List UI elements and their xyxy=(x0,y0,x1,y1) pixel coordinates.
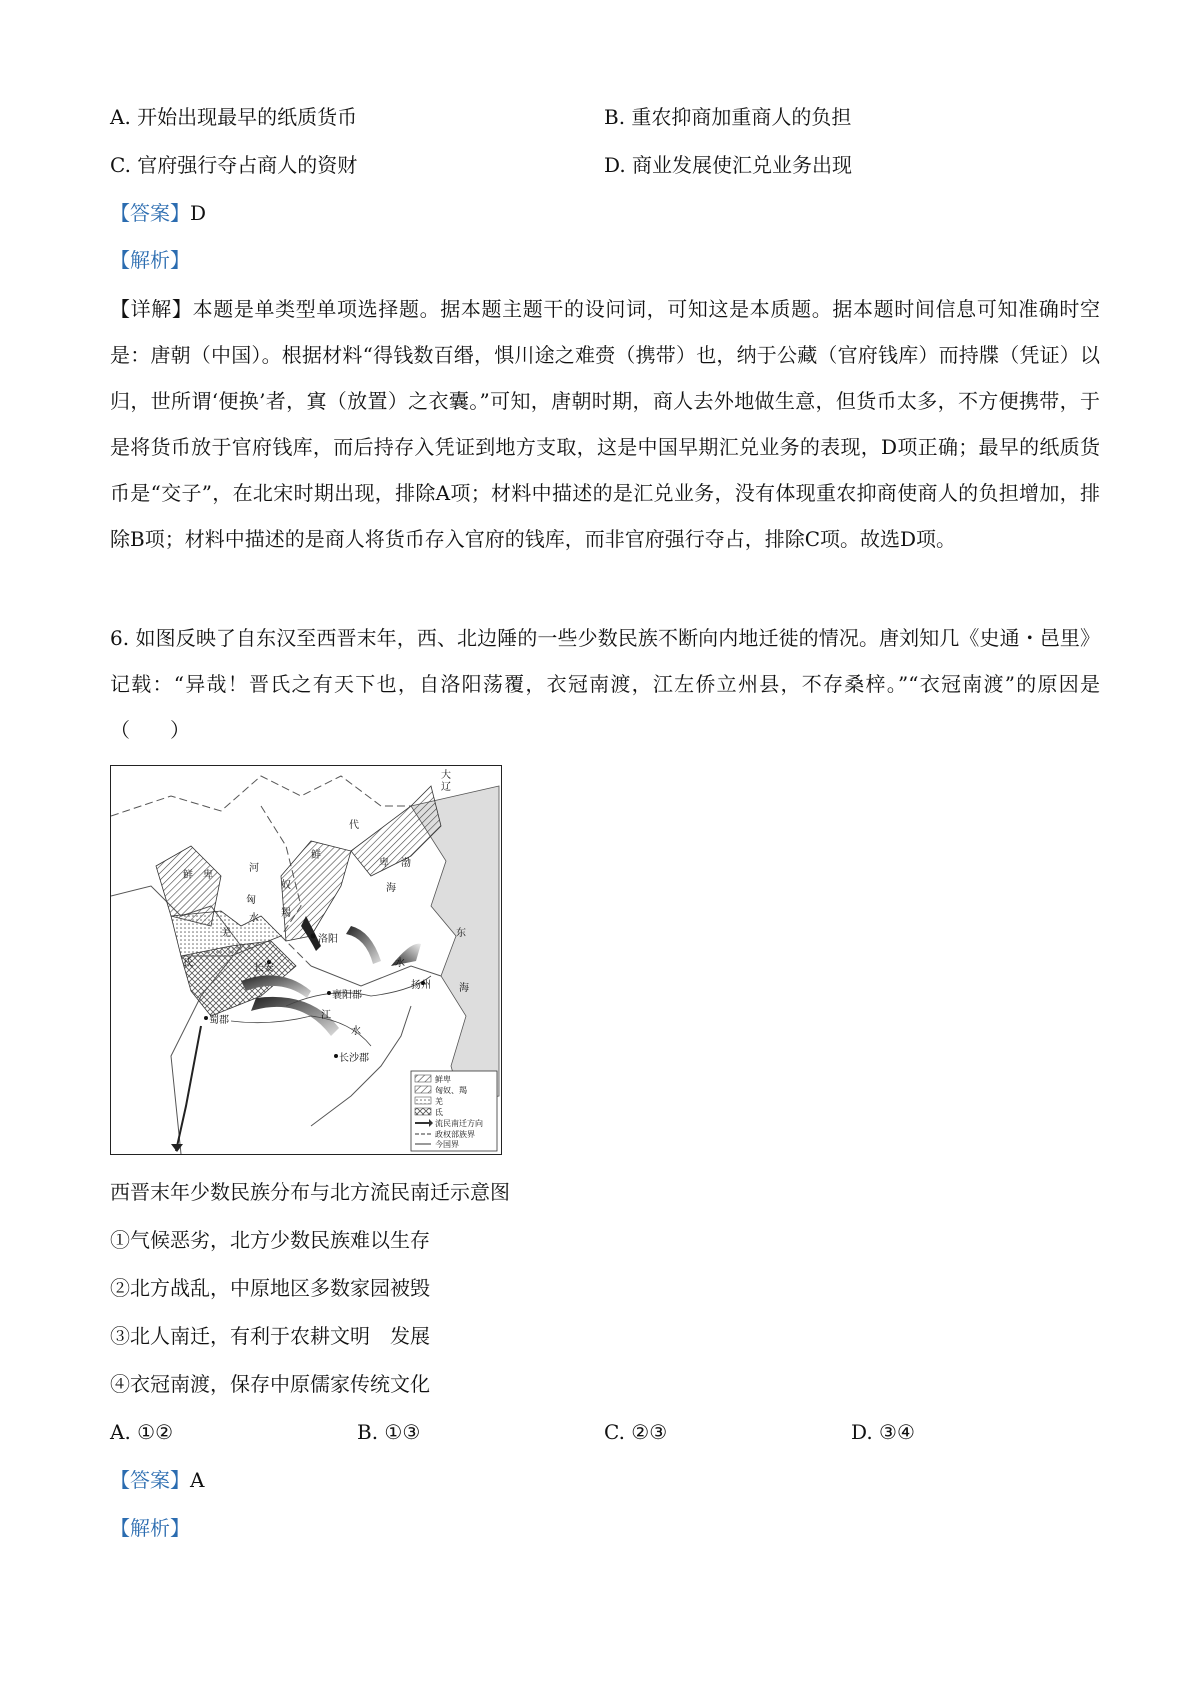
luoyang-dot xyxy=(311,934,316,939)
map-label-liao1: 大 xyxy=(441,770,451,781)
legend-item: 流民南迁方向 xyxy=(435,1119,483,1128)
map-label-di: 氐 xyxy=(183,958,193,969)
q6-analysis-tag xyxy=(110,1514,190,1542)
q6-answer xyxy=(110,1466,204,1494)
map-label-shujun: 蜀郡 xyxy=(209,1015,229,1026)
q5-answer xyxy=(110,199,206,227)
map-label-xianbei-n1: 鲜 xyxy=(311,850,321,861)
q6-item-4: ④衣冠南渡，保存中原儒家传统文化 xyxy=(110,1372,430,1396)
map-label-xianbei-w2: 卑 xyxy=(203,870,213,881)
legend-item: 政权部族界 xyxy=(435,1130,475,1139)
map-label-xianbei-w1: 鲜 xyxy=(183,870,193,881)
map-label-jiang: 江 xyxy=(321,1010,331,1021)
legend-item: 匈奴、羯 xyxy=(435,1086,467,1095)
q5-option-a: A. 开始出现最早的纸质货币 xyxy=(110,105,358,129)
map-caption: 西晋末年少数民族分布与北方流民南迁示意图 xyxy=(110,1180,510,1204)
map-label-bohai2: 海 xyxy=(386,883,396,894)
map-label-donghai1: 东 xyxy=(456,928,466,939)
map-label-changsha: 长沙郡 xyxy=(339,1053,369,1064)
q6-option-b: B. ①③ xyxy=(357,1420,421,1444)
legend-item: 今国界 xyxy=(435,1140,459,1149)
answer-value: A xyxy=(190,1468,205,1492)
q5-analysis-tag xyxy=(110,246,190,274)
map-legend xyxy=(411,1071,497,1151)
map-label-xiangyang: 襄阳郡 xyxy=(332,990,362,1001)
map-label-changan: 长安 xyxy=(254,963,274,974)
legend-item: 羌 xyxy=(435,1097,443,1106)
answer-tag: 【答案】 xyxy=(110,1468,190,1492)
detail-tag: 【详解】 xyxy=(110,297,193,321)
q5-option-b: B. 重农抑商加重商人的负担 xyxy=(604,105,852,129)
map-label-xiongnu1: 匈 xyxy=(246,895,256,906)
map-label-donghai2: 海 xyxy=(459,983,469,994)
q5-option-d: D. 商业发展使汇兑业务出现 xyxy=(604,153,853,177)
map-label-xianbei-n2: 卑 xyxy=(379,858,389,869)
q6-option-d: D. ③④ xyxy=(851,1420,915,1444)
q6-option-c: C. ②③ xyxy=(604,1420,668,1444)
q5-option-c: C. 官府强行夺占商人的资财 xyxy=(110,153,358,177)
map-label-shui2: 水 xyxy=(249,913,259,924)
map-label-liao2: 辽 xyxy=(441,782,451,793)
q6-item-1: ①气候恶劣，北方少数民族难以生存 xyxy=(110,1228,430,1252)
map-label-he: 河 xyxy=(249,863,259,874)
map-label-shui3: 水 xyxy=(395,958,405,969)
map-label-luoyang: 洛阳 xyxy=(318,934,338,945)
map-label-xiongnu2: 奴 xyxy=(281,880,291,891)
map-svg xyxy=(111,766,501,1154)
q5-detail xyxy=(110,286,1100,562)
detail-text: 本题是单类型单项选择题。据本题主题干的设问词，可知这是本质题。据本题时间信息可知准确时空是：唐朝（中国）。根据材料“得钱数百缗，惧川途之难赍（携带）也，纳于公藏（官府钱库）而持牒（凭证）以归，世所谓‘便换’者，寘（放置）之衣囊。”可知，唐朝时期，商人去外地做生意，但货币太多，不方便携带，于是将货币放于官府钱库，而后持存入凭证到地方支取，这是中国早期汇兑业务的表现，D项正确；最早的纸质货币是“交子”，在北宋时期出现，排除A项；材料中描述的是汇兑业务，没有体现重农抑商使商人的负担增加，排除B项；材料中描述的是商人将货币存入官府的钱库，而非官府强行夺占，排除C项。故选D项。 xyxy=(110,297,1101,551)
q6-item-3: ③北人南迁，有利于农耕文明 发展 xyxy=(110,1324,430,1348)
migration-map xyxy=(110,765,502,1155)
analysis-tag: 【解析】 xyxy=(110,248,190,272)
answer-value: D xyxy=(190,201,207,225)
q6-stem: 6. 如图反映了自东汉至西晋末年，西、北边陲的一些少数民族不断向内地迁徙的情况。唐刘知几《史通・邑里》记载：“异哉！晋氏之有天下也，自洛阳荡覆，衣冠南渡，江左侨立州县，不存桑梓。”“衣冠南渡”的原因是（ ） xyxy=(110,626,1100,742)
map-label-yangzhou: 扬州 xyxy=(411,980,431,991)
map-label-shui: 水 xyxy=(351,1026,361,1037)
q6-option-a: A. ①② xyxy=(110,1420,174,1444)
map-label-qiang: 羌 xyxy=(221,928,231,939)
analysis-tag: 【解析】 xyxy=(110,1516,190,1540)
q6-item-2: ②北方战乱，中原地区多数家园被毁 xyxy=(110,1276,430,1300)
xianbei-ne-region xyxy=(351,786,441,876)
map-label-jie: 羯 xyxy=(281,908,291,919)
legend-item: 鲜卑 xyxy=(435,1075,451,1084)
legend-item: 氐 xyxy=(435,1108,443,1117)
map-label-dai: 代 xyxy=(349,820,359,831)
map-label-bohai1: 渤 xyxy=(401,858,411,869)
answer-tag: 【答案】 xyxy=(110,201,190,225)
